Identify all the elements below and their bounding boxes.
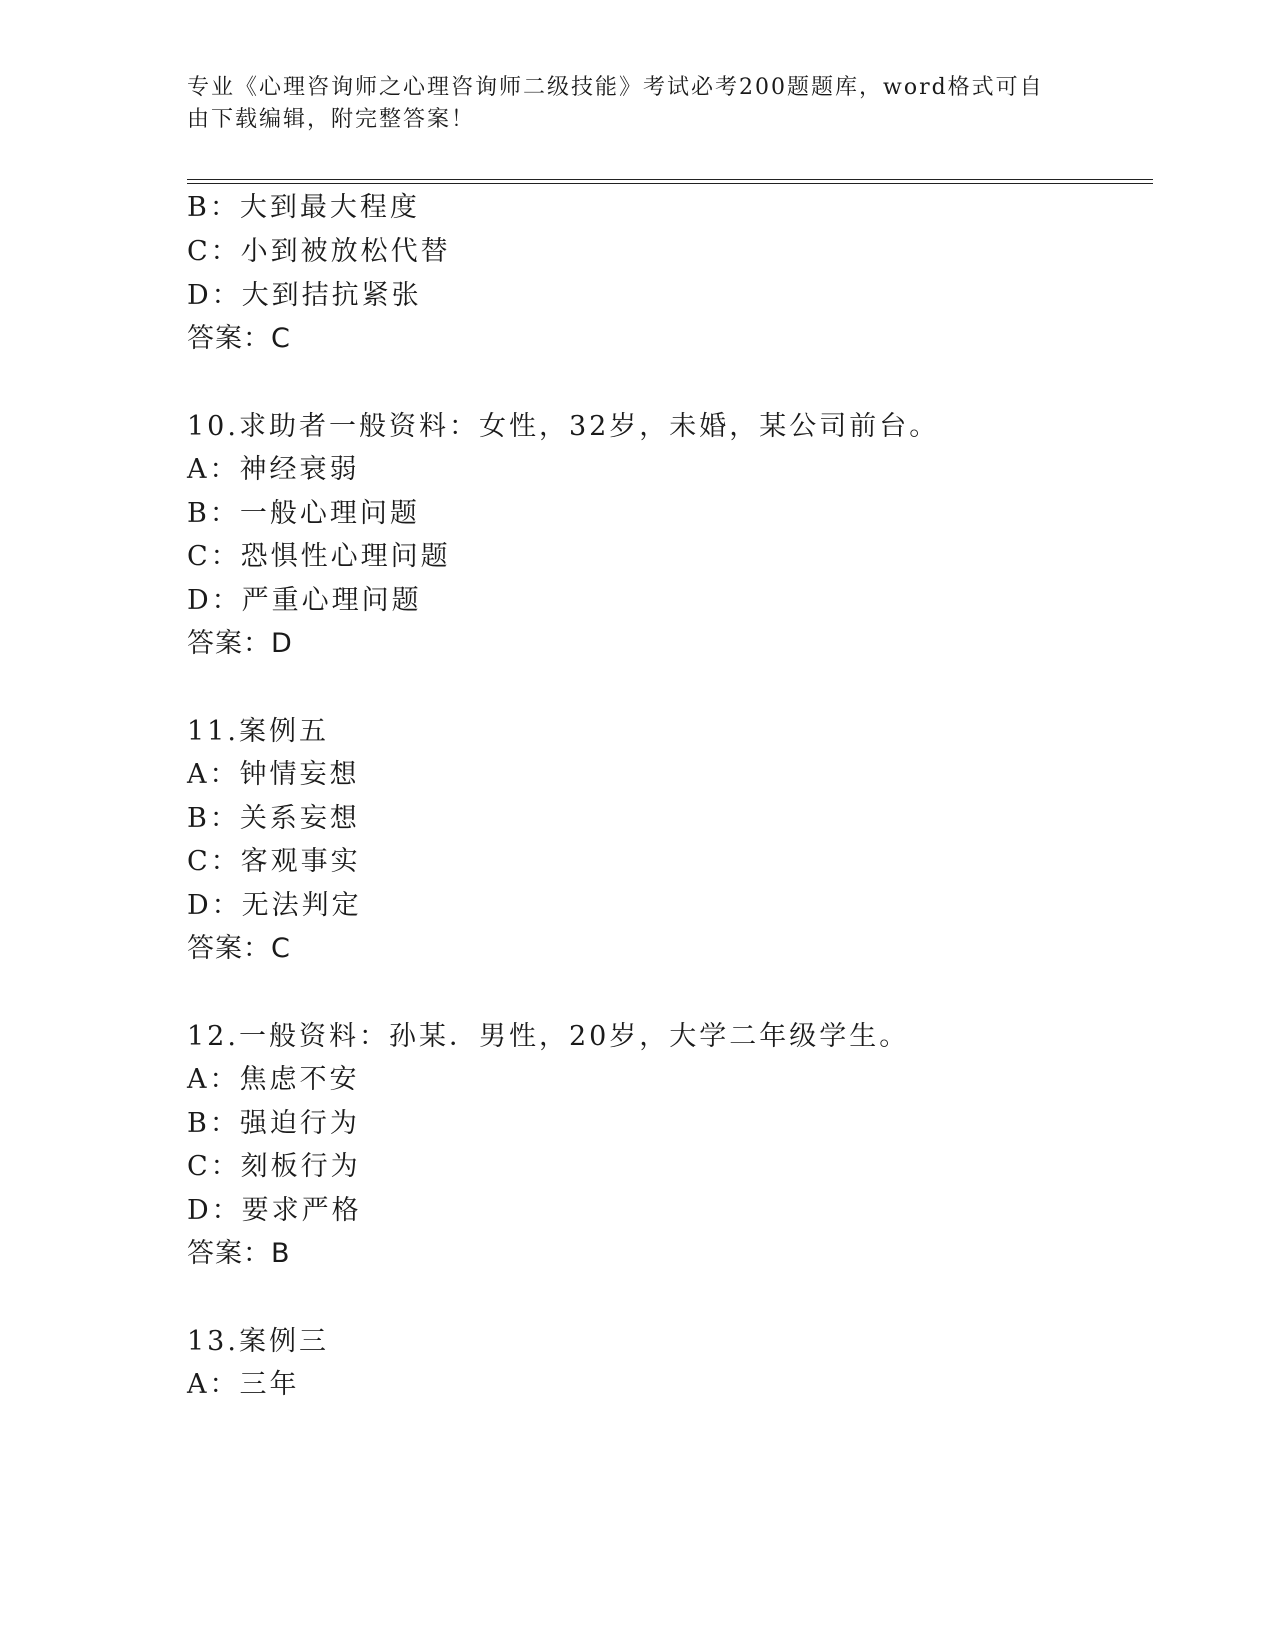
question-stem: 12.一般资料：孙某．男性，20岁，大学二年级学生。 xyxy=(187,1021,910,1052)
option-a: A：三年 xyxy=(187,1369,300,1400)
question-stem: 13.案例三 xyxy=(187,1326,329,1357)
header-line-2: 由下载编辑，附完整答案！ xyxy=(187,107,476,132)
header-line-1: 专业《心理咨询师之心理咨询师二级技能》考试必考200题题库，word格式可自 xyxy=(187,75,1044,100)
option-d: D：要求严格 xyxy=(187,1195,362,1226)
question-stem: 11.案例五 xyxy=(187,716,329,747)
option-c: C：客观事实 xyxy=(187,846,361,877)
option-d: D：严重心理问题 xyxy=(187,585,422,616)
option-b: B：强迫行为 xyxy=(187,1108,360,1139)
answer-line: 答案：D xyxy=(187,628,293,659)
option-a: A：钟情妄想 xyxy=(187,759,360,790)
option-a: A：神经衰弱 xyxy=(187,454,360,485)
header-divider-top xyxy=(187,179,1153,180)
option-d: D：无法判定 xyxy=(187,890,362,921)
option-c: C：恐惧性心理问题 xyxy=(187,541,451,572)
answer-line: 答案：C xyxy=(187,933,291,964)
option-c: C：刻板行为 xyxy=(187,1151,361,1182)
option-a: A：焦虑不安 xyxy=(187,1064,360,1095)
option-c: C：小到被放松代替 xyxy=(187,236,451,267)
answer-line: 答案：C xyxy=(187,323,291,354)
option-b: B：关系妄想 xyxy=(187,803,360,834)
option-d: D：大到拮抗紧张 xyxy=(187,280,422,311)
option-b: B：一般心理问题 xyxy=(187,498,420,529)
option-b: B：大到最大程度 xyxy=(187,192,420,223)
question-stem: 10.求助者一般资料：女性，32岁，未婚，某公司前台。 xyxy=(187,411,940,442)
header-divider-bottom xyxy=(187,183,1153,184)
answer-line: 答案：B xyxy=(187,1238,291,1269)
document-header xyxy=(187,72,1067,136)
